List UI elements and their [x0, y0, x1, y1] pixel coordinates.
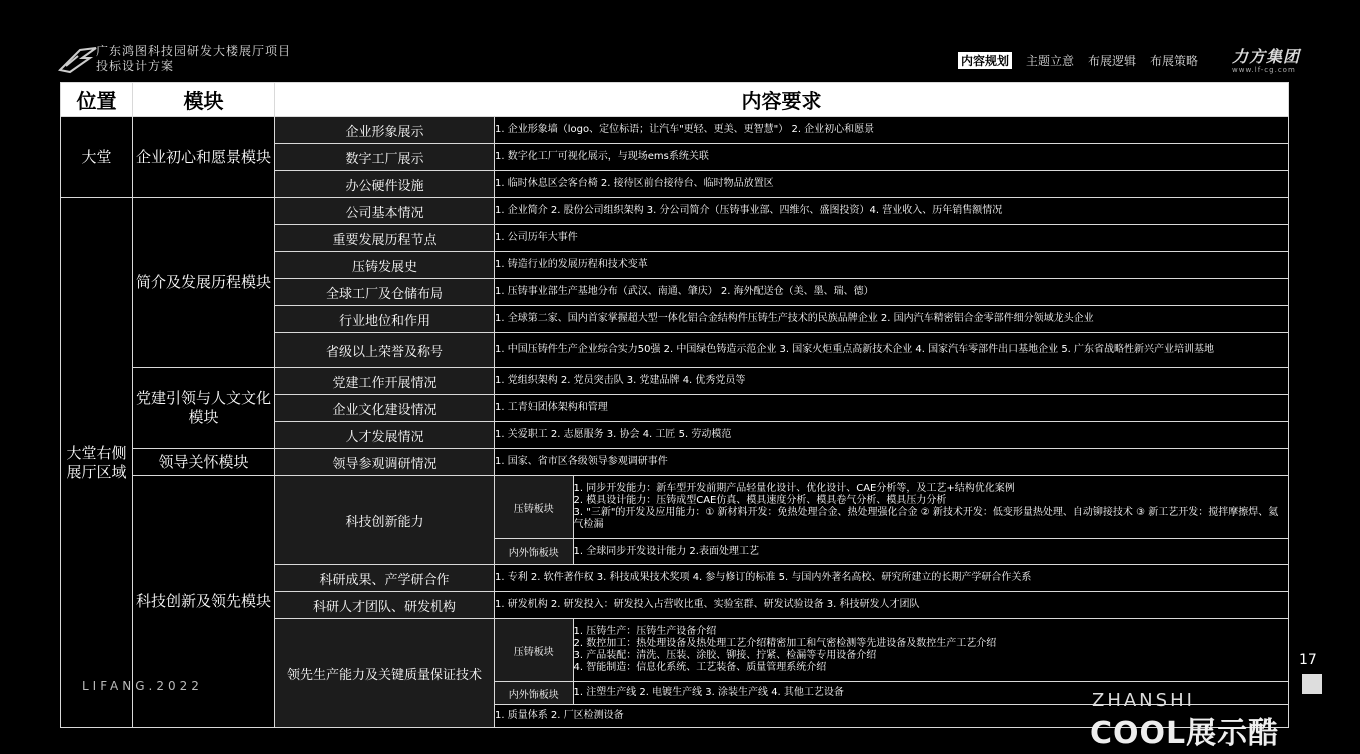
project-title-line1: 广东鸿图科技园研发大楼展厅项目 [96, 44, 292, 58]
topic-cell: 省级以上荣誉及称号 [275, 333, 495, 368]
company-logo-icon [58, 44, 98, 74]
subtable [495, 619, 1288, 681]
content-cell: 1. 关爱职工 2. 志愿服务 3. 协会 4. 工匠 5. 劳动模范 [495, 422, 1289, 449]
module-leadership: 领导关怀模块 [133, 449, 275, 476]
content-cell: 1. 企业简介 2. 股份公司组织架构 3. 分公司简介（压铸事业部、四维尔、盛图投资）4. 营业收入、历年销售额情况 [495, 198, 1289, 225]
content-cell: 1. 压铸生产：压铸生产设备介绍 2. 数控加工：热处理设备及热处理工艺介绍精密加工和气密检测等先进设备及数控生产工艺介绍 3. 产品装配：清洗、压装、涂胶、铆接、拧紧、检漏等专用设备介绍 4. 智能制造：信息化系统、工艺装备、质量管理系统介绍 [573, 626, 997, 673]
sub-label: 压铸板块 [495, 619, 573, 681]
content-cell: 1. 铸造行业的发展历程和技术变革 [495, 252, 1289, 279]
content-cell: 1. 数字化工厂可视化展示，与现场ems系统关联 [495, 144, 1289, 171]
module-vision: 企业初心和愿景模块 [133, 117, 275, 198]
subtable-row [495, 539, 1288, 564]
subtable [495, 539, 1288, 564]
topic-cell: 压铸发展史 [275, 252, 495, 279]
topic-cell: 行业地位和作用 [275, 306, 495, 333]
project-title-line2: 投标设计方案 [96, 59, 175, 73]
table-row [61, 198, 1289, 225]
table-row [61, 117, 1289, 144]
module-party: 党建引领与人文文化模块 [133, 368, 275, 449]
nav-item-theme[interactable]: 主题立意 [1026, 54, 1075, 68]
module-innovation: 科技创新及领先模块 [133, 476, 275, 728]
content-cell: 1. 全球第二家、国内首家掌握超大型一体化铝合金结构件压铸生产技术的民族品牌企业 2. 国内汽车精密铝合金零部件细分领域龙头企业 [495, 306, 1289, 333]
content-cell: 1. 公司历年大事件 [495, 225, 1289, 252]
topic-cell: 科研成果、产学研合作 [275, 565, 495, 592]
watermark-top: ZHANSHI [1092, 690, 1195, 711]
position-right-hall: 大堂右侧展厅区域 [61, 198, 133, 728]
content-cell: 1. 国家、省市区各级领导参观调研事件 [495, 449, 1289, 476]
header-content: 内容要求 [275, 83, 1289, 117]
position-lobby: 大堂 [61, 117, 133, 198]
topic-cell: 全球工厂及仓储布局 [275, 279, 495, 306]
subtable [495, 476, 1288, 538]
subtable-cell [495, 619, 1289, 682]
sub-label: 压铸板块 [495, 476, 573, 538]
content-plan-table [60, 82, 1289, 728]
brand-name: 力方集团 [1232, 47, 1301, 66]
brand-logo [1232, 44, 1324, 74]
subtable-row [495, 476, 1288, 538]
topic-cell: 重要发展历程节点 [275, 225, 495, 252]
content-cell: 1. 工青妇团体架构和管理 [495, 395, 1289, 422]
header-module: 模块 [133, 83, 275, 117]
topic-cell: 数字工厂展示 [275, 144, 495, 171]
footer-brand-text: LIFANG.2022 [82, 679, 203, 693]
topic-cell: 企业文化建设情况 [275, 395, 495, 422]
watermark-bottom: COOL展示酷 [1090, 716, 1280, 751]
top-nav [958, 52, 1198, 69]
content-cell: 1. 临时休息区会客台椅 2. 接待区前台接待台、临时物品放置区 [495, 171, 1289, 198]
content-cell: 1. 同步开发能力：新车型开发前期产品轻量化设计、优化设计、CAE分析等，及工艺+结构优化案例 2. 模具设计能力：压铸成型CAE仿真、模具速度分析、模具卷气分析、模具压力分析 3. "三新"的开发及应用能力：① 新材料开发：免热处理合金、热处理强化合金 ② 新技术开发：低变形量热处理、自动铆接技术 ③ 新工艺开发：搅拌摩擦焊、氦气检漏 [573, 483, 1279, 530]
table-row [61, 476, 1289, 539]
content-cell: 1. 中国压铸件生产企业综合实力50强 2. 中国绿色铸造示范企业 3. 国家火炬重点高新技术企业 4. 国家汽车零部件出口基地企业 5. 广东省战略性新兴产业培训基地 [495, 333, 1289, 368]
content-cell: 1. 质量体系 2. 厂区检测设备 [495, 705, 1289, 728]
header [0, 0, 1360, 82]
nav-item-layout-strategy[interactable]: 布展策略 [1150, 54, 1199, 68]
sub-label: 内外饰板块 [495, 539, 573, 564]
content-cell: 1. 研发机构 2. 研发投入：研发投入占营收比重、实验室群、研发试验设备 3. 科技研发人才团队 [495, 592, 1289, 619]
table-row [61, 368, 1289, 395]
subtable-cell [495, 476, 1289, 539]
content-cell: 1. 压铸事业部生产基地分布（武汉、南通、肇庆） 2. 海外配送仓（美、墨、瑞、德） [495, 279, 1289, 306]
content-cell: 1. 专利 2. 软件著作权 3. 科技成果技术奖项 4. 参与修订的标准 5. 与国内外著名高校、研究所建立的长期产学研合作关系 [495, 565, 1289, 592]
topic-cell: 领导参观调研情况 [275, 449, 495, 476]
project-title [96, 44, 291, 74]
topic-cell: 党建工作开展情况 [275, 368, 495, 395]
header-position: 位置 [61, 83, 133, 117]
table-header-row [61, 83, 1289, 117]
content-cell: 1. 全球同步开发设计能力 2.表面处理工艺 [573, 545, 759, 557]
corner-square-icon [1302, 674, 1322, 694]
sub-label: 内外饰板块 [495, 682, 573, 704]
page-number: 17 [1299, 652, 1317, 668]
topic-cell: 办公硬件设施 [275, 171, 495, 198]
content-cell: 1. 企业形象墙（logo、定位标语；让汽车"更轻、更美、更智慧"） 2. 企业初心和愿景 [495, 117, 1289, 144]
nav-item-layout-logic[interactable]: 布展逻辑 [1088, 54, 1137, 68]
subtable-cell [495, 539, 1289, 565]
subtable-row [495, 619, 1288, 681]
brand-url: www.lf-cg.com [1232, 66, 1296, 74]
topic-cell: 科研人才团队、研发机构 [275, 592, 495, 619]
table-row [61, 449, 1289, 476]
module-history: 简介及发展历程模块 [133, 198, 275, 368]
content-cell: 1. 注塑生产线 2. 电镀生产线 3. 涂装生产线 4. 其他工艺设备 [573, 687, 844, 698]
topic-cell: 领先生产能力及关键质量保证技术 [275, 619, 495, 728]
content-cell: 1. 党组织架构 2. 党员突击队 3. 党建品牌 4. 优秀党员等 [495, 368, 1289, 395]
nav-item-content-plan[interactable]: 内容规划 [958, 52, 1012, 69]
topic-cell: 公司基本情况 [275, 198, 495, 225]
topic-cell: 企业形象展示 [275, 117, 495, 144]
topic-cell: 科技创新能力 [275, 476, 495, 565]
topic-cell: 人才发展情况 [275, 422, 495, 449]
